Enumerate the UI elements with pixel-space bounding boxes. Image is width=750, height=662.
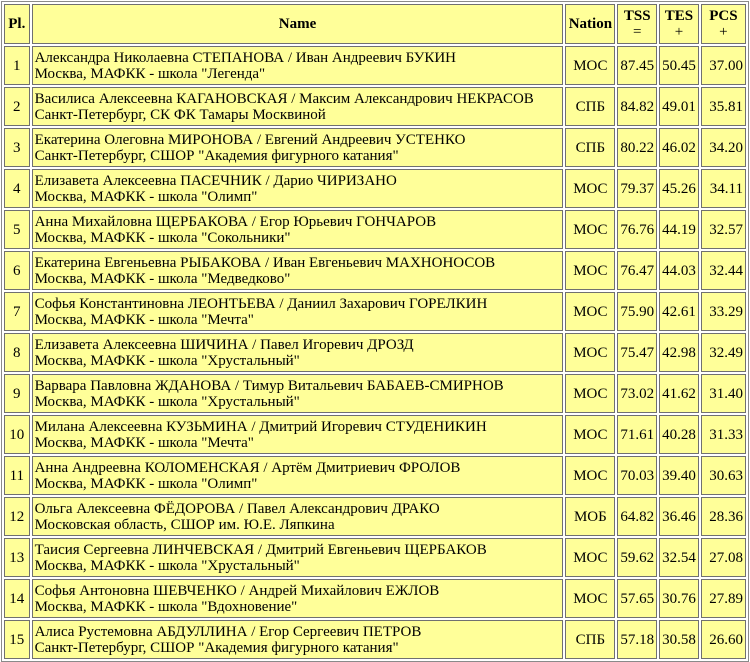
skater-cell bbox=[32, 333, 564, 372]
skater-names: Анна Михайловна ЩЕРБАКОВА / Егор Юрьевич ГОНЧАРОВ bbox=[34, 213, 437, 230]
table-row bbox=[4, 169, 746, 208]
skater-names: Василиса Алексеевна КАГАНОВСКАЯ / Максим Александрович НЕКРАСОВ bbox=[34, 90, 534, 107]
skater-club: Москва, МАФКК - школа "Мечта" bbox=[34, 434, 254, 451]
place-cell: 14 bbox=[4, 579, 30, 618]
nation-cell: МОС bbox=[565, 538, 615, 577]
nation-cell: МОС bbox=[565, 251, 615, 290]
table-row bbox=[4, 251, 746, 290]
skater-names: Таисия Сергеевна ЛИНЧЕВСКАЯ / Дмитрий Евгеньевич ЩЕРБАКОВ bbox=[34, 541, 487, 558]
pcs-cell: 32.57 bbox=[701, 210, 746, 249]
table-row bbox=[4, 415, 746, 454]
skater-names: Елизавета Алексеевна ПАСЕЧНИК / Дарио ЧИРИЗАНО bbox=[34, 172, 397, 189]
nation-cell: МОС bbox=[565, 169, 615, 208]
pcs-cell: 33.29 bbox=[701, 292, 746, 331]
pcs-cell: 34.11 bbox=[701, 169, 746, 208]
place-cell: 6 bbox=[4, 251, 30, 290]
skater-cell bbox=[32, 251, 564, 290]
table-row bbox=[4, 620, 746, 659]
skater-club: Санкт-Петербург, СК ФК Тамары Москвиной bbox=[34, 106, 326, 123]
table-row bbox=[4, 497, 746, 536]
tss-cell: 84.82 bbox=[617, 87, 657, 126]
nation-cell: МОС bbox=[565, 579, 615, 618]
skater-names: Софья Антоновна ШЕВЧЕНКО / Андрей Михайлович ЕЖЛОВ bbox=[34, 582, 440, 599]
skater-club: Москва, МАФКК - школа "Олимп" bbox=[34, 188, 258, 205]
place-cell: 3 bbox=[4, 128, 30, 167]
tes-cell: 40.28 bbox=[659, 415, 699, 454]
tes-cell: 36.46 bbox=[659, 497, 699, 536]
tes-cell: 49.01 bbox=[659, 87, 699, 126]
table-row bbox=[4, 579, 746, 618]
skater-names: Ольга Алексеевна ФЁДОРОВА / Павел Александрович ДРАКО bbox=[34, 500, 440, 517]
tes-cell: 41.62 bbox=[659, 374, 699, 413]
tss-cell: 76.47 bbox=[617, 251, 657, 290]
tss-cell: 87.45 bbox=[617, 46, 657, 85]
header-pcs-operator: + bbox=[719, 24, 728, 40]
place-cell: 2 bbox=[4, 87, 30, 126]
nation-cell: МОС bbox=[565, 46, 615, 85]
skater-cell bbox=[32, 415, 564, 454]
skater-names: Анна Андреевна КОЛОМЕНСКАЯ / Артём Дмитриевич ФРОЛОВ bbox=[34, 459, 461, 476]
result-rows bbox=[4, 46, 746, 659]
skater-names: Милана Алексеевна КУЗЬМИНА / Дмитрий Игоревич СТУДЕНИКИН bbox=[34, 418, 487, 435]
skater-cell bbox=[32, 579, 564, 618]
header-tes bbox=[659, 4, 699, 44]
tss-cell: 70.03 bbox=[617, 456, 657, 495]
tes-cell: 44.19 bbox=[659, 210, 699, 249]
tss-cell: 64.82 bbox=[617, 497, 657, 536]
tss-cell: 75.47 bbox=[617, 333, 657, 372]
skater-cell bbox=[32, 456, 564, 495]
header-pcs-label: PCS bbox=[709, 8, 738, 24]
header-tes-label: TES bbox=[664, 8, 694, 24]
nation-cell: МОБ bbox=[565, 497, 615, 536]
skater-names: Варвара Павловна ЖДАНОВА / Тимур Витальевич БАБАЕВ-СМИРНОВ bbox=[34, 377, 504, 394]
skater-names: Софья Константиновна ЛЕОНТЬЕВА / Даниил Захарович ГОРЕЛКИН bbox=[34, 295, 488, 312]
tes-cell: 30.58 bbox=[659, 620, 699, 659]
skater-club: Москва, МАФКК - школа "Хрустальный" bbox=[34, 352, 300, 369]
nation-cell: МОС bbox=[565, 374, 615, 413]
header-row bbox=[4, 4, 746, 44]
skater-club: Москва, МАФКК - школа "Мечта" bbox=[34, 311, 254, 328]
pcs-cell: 35.81 bbox=[701, 87, 746, 126]
place-cell: 8 bbox=[4, 333, 30, 372]
skater-cell bbox=[32, 169, 564, 208]
tes-cell: 39.40 bbox=[659, 456, 699, 495]
skater-names: Екатерина Олеговна МИРОНОВА / Евгений Андреевич УСТЕНКО bbox=[34, 131, 466, 148]
nation-cell: СПБ bbox=[565, 87, 615, 126]
nation-cell: МОС bbox=[565, 456, 615, 495]
pcs-cell: 37.00 bbox=[701, 46, 746, 85]
pcs-cell: 34.20 bbox=[701, 128, 746, 167]
tss-cell: 57.18 bbox=[617, 620, 657, 659]
tss-cell: 79.37 bbox=[617, 169, 657, 208]
table-row bbox=[4, 210, 746, 249]
table-row bbox=[4, 374, 746, 413]
header-tss-operator: = bbox=[632, 24, 642, 40]
skater-club: Москва, МАФКК - школа "Сокольники" bbox=[34, 229, 291, 246]
skater-names: Алиса Рустемовна АБДУЛЛИНА / Егор Сергеевич ПЕТРОВ bbox=[34, 623, 422, 640]
table-row bbox=[4, 292, 746, 331]
skater-club: Москва, МАФКК - школа "Медведково" bbox=[34, 270, 291, 287]
table-row bbox=[4, 46, 746, 85]
skater-cell bbox=[32, 374, 564, 413]
tss-cell: 71.61 bbox=[617, 415, 657, 454]
tes-cell: 44.03 bbox=[659, 251, 699, 290]
header-tes-operator: + bbox=[674, 24, 684, 40]
table-row bbox=[4, 333, 746, 372]
skater-cell bbox=[32, 87, 564, 126]
skater-club: Москва, МАФКК - школа "Хрустальный" bbox=[34, 393, 300, 410]
pcs-cell: 27.89 bbox=[701, 579, 746, 618]
place-cell: 1 bbox=[4, 46, 30, 85]
nation-cell: СПБ bbox=[565, 128, 615, 167]
pcs-cell: 28.36 bbox=[701, 497, 746, 536]
header-tss bbox=[617, 4, 657, 44]
skater-club: Москва, МАФКК - школа "Вдохновение" bbox=[34, 598, 298, 615]
pcs-cell: 26.60 bbox=[701, 620, 746, 659]
table-row bbox=[4, 538, 746, 577]
header-pcs bbox=[701, 4, 746, 44]
place-cell: 13 bbox=[4, 538, 30, 577]
tss-cell: 80.22 bbox=[617, 128, 657, 167]
skater-names: Елизавета Алексеевна ШИЧИНА / Павел Игоревич ДРОЗД bbox=[34, 336, 414, 353]
skater-cell bbox=[32, 128, 564, 167]
tes-cell: 50.45 bbox=[659, 46, 699, 85]
table-row bbox=[4, 87, 746, 126]
place-cell: 9 bbox=[4, 374, 30, 413]
tes-cell: 32.54 bbox=[659, 538, 699, 577]
results-table bbox=[1, 1, 749, 662]
tss-cell: 76.76 bbox=[617, 210, 657, 249]
skater-cell bbox=[32, 538, 564, 577]
skater-cell bbox=[32, 46, 564, 85]
tes-cell: 42.61 bbox=[659, 292, 699, 331]
place-cell: 11 bbox=[4, 456, 30, 495]
pcs-cell: 27.08 bbox=[701, 538, 746, 577]
skater-club: Москва, МАФКК - школа "Хрустальный" bbox=[34, 557, 300, 574]
place-cell: 12 bbox=[4, 497, 30, 536]
nation-cell: МОС bbox=[565, 415, 615, 454]
skater-club: Москва, МАФКК - школа "Легенда" bbox=[34, 65, 266, 82]
place-cell: 10 bbox=[4, 415, 30, 454]
skater-cell bbox=[32, 292, 564, 331]
nation-cell: МОС bbox=[565, 333, 615, 372]
skater-names: Александра Николаевна СТЕПАНОВА / Иван Андреевич БУКИН bbox=[34, 49, 457, 66]
pcs-cell: 32.44 bbox=[701, 251, 746, 290]
skater-club: Москва, МАФКК - школа "Олимп" bbox=[34, 475, 258, 492]
tss-cell: 73.02 bbox=[617, 374, 657, 413]
skater-club: Санкт-Петербург, СШОР "Академия фигурного катания" bbox=[34, 639, 399, 656]
skater-club: Московская область, СШОР им. Ю.Е. Ляпкина bbox=[34, 516, 335, 533]
header-place: Pl. bbox=[4, 4, 30, 44]
tss-cell: 57.65 bbox=[617, 579, 657, 618]
place-cell: 4 bbox=[4, 169, 30, 208]
skater-cell bbox=[32, 497, 564, 536]
tes-cell: 45.26 bbox=[659, 169, 699, 208]
pcs-cell: 31.33 bbox=[701, 415, 746, 454]
header-nation: Nation bbox=[565, 4, 615, 44]
pcs-cell: 31.40 bbox=[701, 374, 746, 413]
table-row bbox=[4, 456, 746, 495]
header-tss-label: TSS bbox=[623, 8, 651, 24]
tss-cell: 75.90 bbox=[617, 292, 657, 331]
nation-cell: МОС bbox=[565, 210, 615, 249]
pcs-cell: 30.63 bbox=[701, 456, 746, 495]
skater-cell bbox=[32, 210, 564, 249]
place-cell: 15 bbox=[4, 620, 30, 659]
pcs-cell: 32.49 bbox=[701, 333, 746, 372]
header-name: Name bbox=[32, 4, 564, 44]
tes-cell: 30.76 bbox=[659, 579, 699, 618]
tss-cell: 59.62 bbox=[617, 538, 657, 577]
skater-names: Екатерина Евгеньевна РЫБАКОВА / Иван Евгеньевич МАХНОНОСОВ bbox=[34, 254, 496, 271]
nation-cell: СПБ bbox=[565, 620, 615, 659]
tes-cell: 42.98 bbox=[659, 333, 699, 372]
place-cell: 7 bbox=[4, 292, 30, 331]
skater-club: Санкт-Петербург, СШОР "Академия фигурного катания" bbox=[34, 147, 399, 164]
place-cell: 5 bbox=[4, 210, 30, 249]
tes-cell: 46.02 bbox=[659, 128, 699, 167]
table-row bbox=[4, 128, 746, 167]
nation-cell: МОС bbox=[565, 292, 615, 331]
skater-cell bbox=[32, 620, 564, 659]
